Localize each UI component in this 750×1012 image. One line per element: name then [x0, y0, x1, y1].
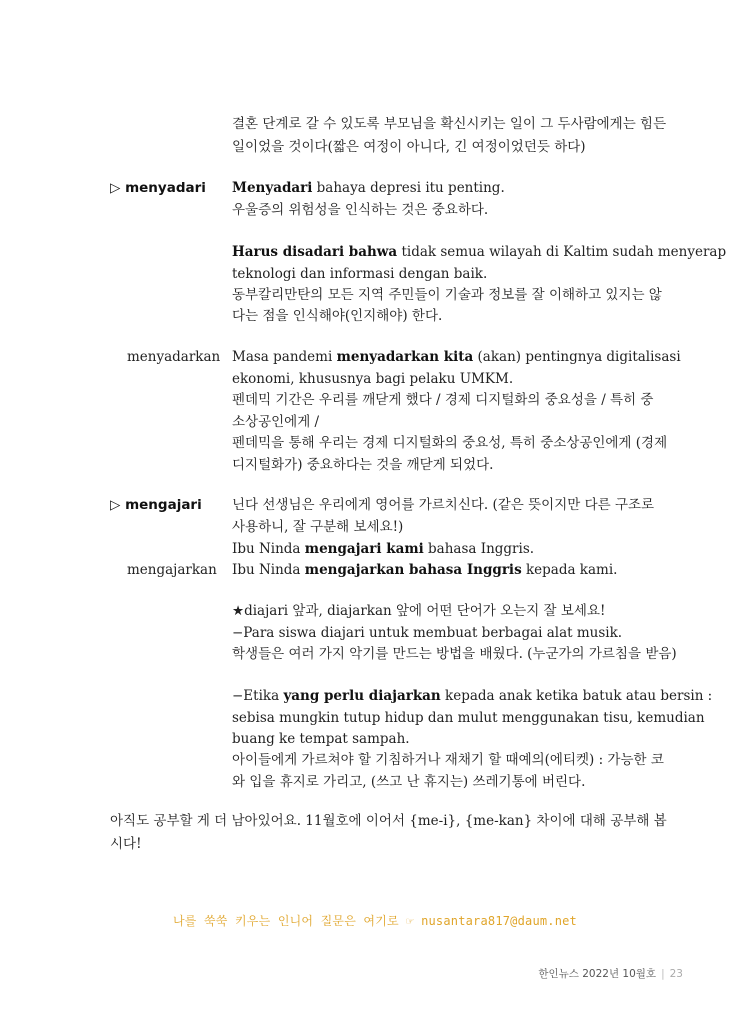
intro-line-2: 일이었을 것이다(짧은 여정이 아니다, 긴 여정이었던듯 하다): [232, 139, 586, 155]
term-menyadari: ▷ menyadari: [110, 180, 206, 196]
menyadarkan-example-line-2: ekonomi, khususnya bagi pelaku UMKM.: [232, 371, 514, 387]
menyadarkan-ko-3: 펜데믹을 통해 우리는 경제 디지털화의 중요성, 특히 중소상공인에게 (경제: [232, 435, 668, 451]
footer-separator: |: [661, 968, 665, 980]
menyadari-example-2-ko-2: 다는 점을 인식해야(인지해야) 한다.: [232, 308, 443, 324]
note-example-1-id: −Para siswa diajari untuk membuat berbagai alat musik.: [232, 625, 623, 641]
mengajarkan-example: Ibu Ninda mengajarkan bahasa Inggris kepada kami.: [232, 562, 618, 578]
menyadarkan-ko-2: 소상공인에게 /: [232, 414, 320, 430]
term-mengajarkan: mengajarkan: [127, 562, 217, 578]
page-footer: [538, 966, 683, 981]
menyadarkan-example: Masa pandemi menyadarkan kita (akan) pentingnya digitalisasi: [232, 349, 681, 365]
term-menyadarkan: menyadarkan: [127, 349, 221, 365]
menyadari-example-1-ko: 우울증의 위험성을 인식하는 것은 중요하다.: [232, 202, 489, 218]
term-mengajari: ▷ mengajari: [110, 497, 202, 513]
footer-issue: 한인뉴스 2022년 10월호: [538, 968, 657, 980]
closing-line-1: 아직도 공부할 게 더 남아있어요. 11월호에 이어서 {me-i}, {me-kan} 차이에 대해 공부해 봅: [110, 813, 667, 829]
menyadari-example-1: Menyadari bahaya depresi itu penting.: [232, 180, 505, 196]
menyadarkan-ko-1: 펜데믹 기간은 우리를 깨닫게 했다 / 경제 디지털화의 중요성을 / 특히 중: [232, 392, 654, 408]
note-example-2-line-3: buang ke tempat sampah.: [232, 731, 410, 747]
menyadari-example-2: Harus disadari bahwa tidak semua wilayah di Kaltim sudah menyerap: [232, 244, 727, 260]
mengajari-ko-2: 사용하니, 잘 구분해 보세요!): [232, 519, 404, 535]
note-example-1-ko: 학생들은 여러 가지 악기를 만드는 방법을 배웠다. (누군가의 가르침을 받음): [232, 646, 677, 662]
note-example-2-ko-1: 아이들에게 가르쳐야 할 기침하거나 재채기 할 때예의(에티켓) : 가능한 코: [232, 752, 664, 768]
mengajari-ko-1: 닌다 선생님은 우리에게 영어를 가르치신다. (같은 뜻이지만 다른 구조로: [232, 497, 655, 513]
intro-line-1: 결혼 단계로 갈 수 있도록 부모님을 확신시키는 일이 그 두사람에게는 힘든: [232, 116, 667, 132]
page-number: 23: [669, 968, 683, 980]
closing-line-2: 시다!: [110, 836, 142, 852]
note-example-2-id: −Etika yang perlu diajarkan kepada anak ketika batuk atau bersin :: [232, 688, 713, 704]
menyadarkan-ko-4: 디지털화가) 중요하다는 것을 깨닫게 되었다.: [232, 457, 494, 473]
note-star: ★diajari 앞과, diajarkan 앞에 어떤 단어가 오는지 잘 보세요!: [232, 603, 606, 619]
mengajari-example: Ibu Ninda mengajari kami bahasa Inggris.: [232, 541, 535, 557]
note-example-2-line-2: sebisa mungkin tutup hidup dan mulut menggunakan tisu, kemudian: [232, 710, 705, 726]
note-example-2-ko-2: 와 입을 휴지로 가리고, (쓰고 난 휴지는) 쓰레기통에 버린다.: [232, 774, 586, 790]
menyadari-example-2-ko-1: 동부칼리만탄의 모든 지역 주민들이 기술과 정보를 잘 이해하고 있지는 않: [232, 287, 662, 303]
contact-email-line: 나를 쑥쑥 키우는 인니어 질문은 여기로 ☞ nusantara817@daum.net: [173, 914, 577, 928]
menyadari-example-2-line-2: teknologi dan informasi dengan baik.: [232, 266, 488, 282]
